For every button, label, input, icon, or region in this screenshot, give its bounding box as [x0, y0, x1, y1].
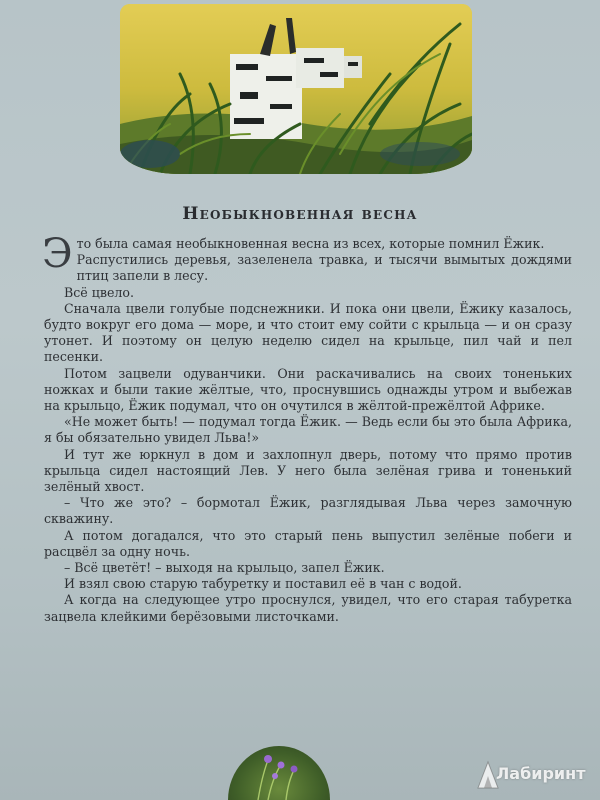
paragraph: – Всё цветёт! – выходя на крыльцо, запел Ёжик.: [64, 560, 385, 576]
paragraph: Всё цвело.: [64, 284, 134, 300]
flower-vignette: [228, 746, 330, 800]
paragraph: – Что же это? – бормотал Ёжик, разглядывая Льва через замочную скважину.: [44, 495, 572, 527]
first-line-text: то была самая необыкновенная весна из всех, которые помнил Ёжик.: [76, 236, 545, 251]
illustration-drawing: [120, 4, 472, 174]
paragraph: А когда на следующее утро проснулся, увидел, что его старая табуретка зацвела клейкими берёзовыми листочками.: [44, 592, 572, 624]
paragraph: Распустились деревья, зазеленела травка, и тысячи вымытых дождями птиц запели в лесу.: [76, 252, 572, 284]
paragraph: И взял свою старую табуретку и поставил её в чан с водой.: [64, 576, 462, 592]
paragraph: «Не может быть! — подумал тогда Ёжик. — Ведь если бы это была Африка, я бы обязательно увидел Льва!»: [44, 414, 572, 446]
story-title: Необыкновенная весна: [182, 204, 418, 224]
labirint-watermark: [476, 760, 596, 794]
paragraph: Сначала цвели голубые подснежники. И пока они цвели, Ёжику казалось, будто вокруг его дома — море, и что стоит ему сойти с крыльца — и он сразу утонет. И поэтому он целую неделю сидел на крыльце, пил чай и пел песенки.: [44, 300, 572, 365]
watermark-text: Лабиринт: [496, 764, 586, 783]
paragraph: Потом зацвели одуванчики. Они раскачивались на своих тоненьких ножках и были такие жёлтые, что, проснувшись однажды утром и выбежав на крыльцо, Ёжик подумал, что он очутился в жёлтой-прежёлтой Африке.: [44, 365, 572, 414]
flower-drawing: [228, 746, 330, 800]
story-text: [42, 231, 572, 625]
birch-stump-illustration: [120, 4, 472, 174]
paragraph: А потом догадался, что это старый пень выпустил зелёные побеги и расцвёл за одну ночь.: [44, 527, 572, 559]
paragraph: И тут же юркнул в дом и захлопнул дверь, потому что прямо против крыльца сидел настоящий Лев. У него была зелёная грива и тоненький зелёный хвост.: [44, 446, 572, 495]
drop-cap: Э: [42, 231, 73, 277]
